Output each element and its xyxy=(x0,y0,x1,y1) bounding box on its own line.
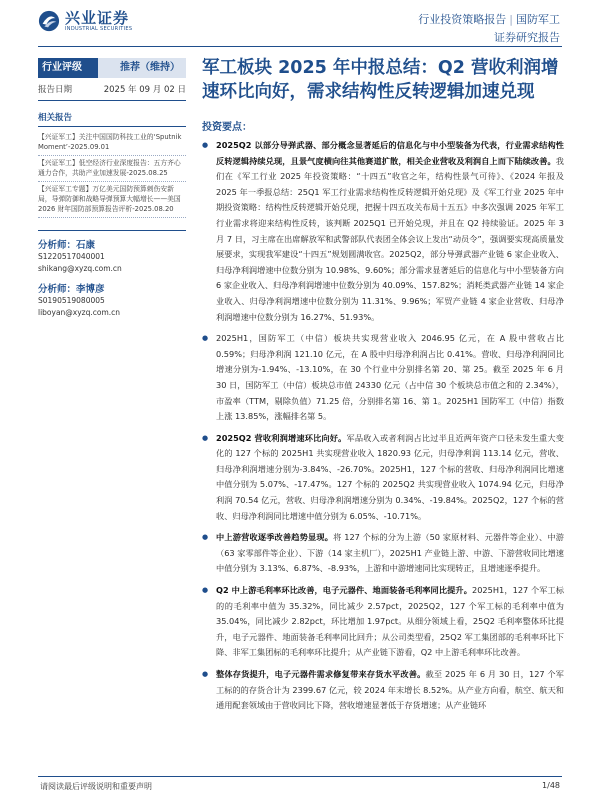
company-logo xyxy=(38,10,132,32)
bullet-icon: ● xyxy=(202,586,209,595)
related-reports-title: 相关报告 xyxy=(38,113,73,123)
rating-bar xyxy=(38,58,186,78)
report-date-row xyxy=(38,83,186,101)
bullet-icon: ● xyxy=(202,533,209,542)
report-title: 军工板块 2025 年中报总结：Q2 营收利润增速环比向好，需求结构性反转逻辑加速兑现 xyxy=(202,58,559,102)
page-number: 1/48 xyxy=(542,781,560,790)
footer-divider xyxy=(38,776,562,777)
analyst-name: 分析师：石康 xyxy=(38,240,96,251)
paragraph-text: 截至 2025 年 6 月 30 日，127 个军工标的的存货合计为 2399.67 亿元，较 2024 年末增长 8.52%。从产业方向看，航空、航天和通用配套领域由于营收同比下降，营收增速显著低于存货增速；从产业链环 xyxy=(216,669,564,711)
paragraph-text: 2025H1，国防军工（中信）板块共实现营业收入 2046.95 亿元，在 A 股中营收占比 0.59%；归母净利润 121.10 亿元，在 A 股中归母净利润占比 0.41%。营收、归母净利润同比增速分别为-1.94%、-13.10%，在 30 个行业中分别排名第 20、第 25。截至 2025 年 6 月 30 日，国防军工（中信）板块总市值 24330 亿元（占中信 30 个板块总市值之和的 2.34%），市盈率（TTM，剔除负值）71.25 倍，分别排名第 16、第 1。2025H1 国防军工（中信）指数上涨 13.85%，涨幅排名第 5。 xyxy=(216,333,564,422)
paragraph-lead: Q2 中上游毛利率环比改善，电子元器件、地面装备毛利率同比提升。 xyxy=(216,585,473,596)
report-body xyxy=(202,138,564,720)
bullet-icon: ● xyxy=(202,670,209,678)
logo-name: 兴业证券 xyxy=(65,9,130,27)
paragraph-lead: 2025Q2 营收利润增速环比向好。 xyxy=(216,432,347,443)
paragraph-text: 我们在《军工行业 2025 年投资策略：“十四五”收官之年，结构性景气可待》、《2024 年报及 2025 年一季报总结：25Q1 军工行业需求结构性反转逻辑开始兑现》及《军工行业 2025 年中期投资策略：结构性反转逻辑开始兑现，把握十四五攻关布局十五五》中多次强调 2025 年军工行业需求将迎来结构性反转，该判断 2025Q1 已开始兑现，并且在 Q2 持续验证。2025 年 3 月 7 日，习主席在出席解放军和武警部队代表团全体会议上发出“动员令”，强调要实现高质量发展要求，实现我军建设“十四五”规划圆满收官。2025Q2，部分导弹武器产业链 6 家企业收入、归母净利润增速中位数分别为 10.98%、9.60%；部分需求显著延后的信息化与中小型装备方向 6 家企业收入、归母净利润增速中位数分别为 40.09%、157.82%；消耗类武器产业链 14 家企业收入、归母净利润增速中位数分别为 11.31%、9.96%；军贸产业链 4 家企业营收、归母净利润增速中位数分别为 16.27%、51.93%。 xyxy=(216,155,564,322)
date-label: 报告日期 xyxy=(38,85,73,95)
key-point-paragraph xyxy=(202,431,564,525)
bullet-icon: ● xyxy=(202,433,209,442)
key-point-paragraph xyxy=(202,331,564,425)
analyst-card xyxy=(38,281,186,319)
analyst-card xyxy=(38,237,186,275)
header-divider xyxy=(38,46,562,47)
sidebar xyxy=(38,58,186,325)
logo-icon xyxy=(38,10,60,32)
key-point-paragraph xyxy=(202,667,564,714)
paragraph-lead: 整体存货提升，电子元器件需求修复带来存货水平改善。 xyxy=(216,669,426,679)
report-header: 行业投资策略报告 | 国防军工 证券研究报告 xyxy=(418,11,560,47)
analyst-email[interactable]: shikang@xyzq.com.cn xyxy=(38,264,122,273)
analyst-name: 分析师：李博彦 xyxy=(38,284,105,295)
report-type: 行业投资策略报告 xyxy=(418,13,507,26)
related-report-link[interactable]: 【兴证军工】低空经济行业深度报告：五方齐心通力合作，共助产业加速发展-2025.08.25 xyxy=(38,156,186,182)
related-report-link[interactable]: 【兴证军工专题】万亿美元国防预算刺伤安新局，导弹防御和战略导弹预算大幅增长——美国 2026 财年国防部预算报告评析-2025.08.20 xyxy=(38,182,186,218)
rating-value: 推荐（维持） xyxy=(98,58,186,78)
analyst-section xyxy=(38,230,186,319)
logo-english: INDUSTRIAL SECURITIES xyxy=(65,26,133,32)
paragraph-lead: 中上游营收逐季改善趋势显现。 xyxy=(216,532,334,543)
key-point-paragraph xyxy=(202,583,564,661)
footer-disclaimer: 请阅读最后评级说明和重要声明 xyxy=(40,782,152,791)
related-report-link[interactable]: 【兴证军工】关注中国国防科技工业的‘Sputnik Moment’-2025.09.01 xyxy=(38,130,186,156)
key-point-paragraph xyxy=(202,138,564,325)
bullet-icon: ● xyxy=(202,141,209,149)
key-point-paragraph xyxy=(202,530,564,577)
analyst-email[interactable]: liboyan@xyzq.com.cn xyxy=(38,308,121,317)
analyst-id: S1220517040001 xyxy=(38,252,105,261)
report-sector: 国防军工 xyxy=(516,13,560,26)
date-value: 2025 年 09 月 02 日 xyxy=(103,85,186,95)
paragraph-text: 2025H1，127 个军工标的的毛利率中值为 35.32%，同比减少 2.57pct，2025Q2，127 个军工标的毛利率中值为 35.04%，同比减少 2.82pct，环比增加 1.97pct。从细分领域上看，25Q2 毛利率整体环比提升，电子元器件、地面装备毛利率同比回升；从公司类型看，25Q2 军工集团部的毛利率环比下降、非军工集团标的毛利率环比提升；从产业链下游看，Q2 中上游毛利率环比改善。 xyxy=(216,585,564,658)
paragraph-text: 将 127 个标的分为上游（50 家原材料、元器件等企业）、中游（63 家零部件等企业）、下游（14 家主机厂），2025H1 产业链上游、中游、下游营收同比增速中值分别为 3.13%、6.87%、-8.93%，上游和中游增速同比实现转正，且增速逐季提升。 xyxy=(216,532,564,574)
paragraph-lead: 2025Q2 以部分导弹武器、部分概念显著延后的信息化与中小型装备为代表，行业需求结构性反转逻辑持续兑现，且景气度横向往其他赛道扩散，相关企业营收及利润自上而下陆续改善。 xyxy=(216,140,564,166)
bullet-icon: ● xyxy=(202,334,209,343)
key-points-heading: 投资要点： xyxy=(202,122,252,133)
related-reports-list xyxy=(38,126,186,218)
rating-label: 行业评级 xyxy=(38,58,98,78)
analyst-id: S0190519080005 xyxy=(38,296,105,305)
paragraph-text: 军品收入或者利润占比过半且近两年资产口径未发生重大变化的 127 个标的 2025H1 共实现营业收入 1820.93 亿元，归母净利润 113.14 亿元，营收、归母净利润增速分别为-3.84%、-26.70%。2025H1，127 个标的营收、归母净利润同比增速中值分别为 5.07%、-17.47%。127 个标的 2025Q2 共实现营业收入 1074.94 亿元，归母净利润 70.54 亿元，营收、归母净利润增速分别为 0.34%、-19.84%。2025Q2，127 个标的营收、归母净利润同比增速中值分别为 6.05%、-10.71%。 xyxy=(216,432,564,521)
report-subtitle: 证券研究报告 xyxy=(494,31,560,44)
